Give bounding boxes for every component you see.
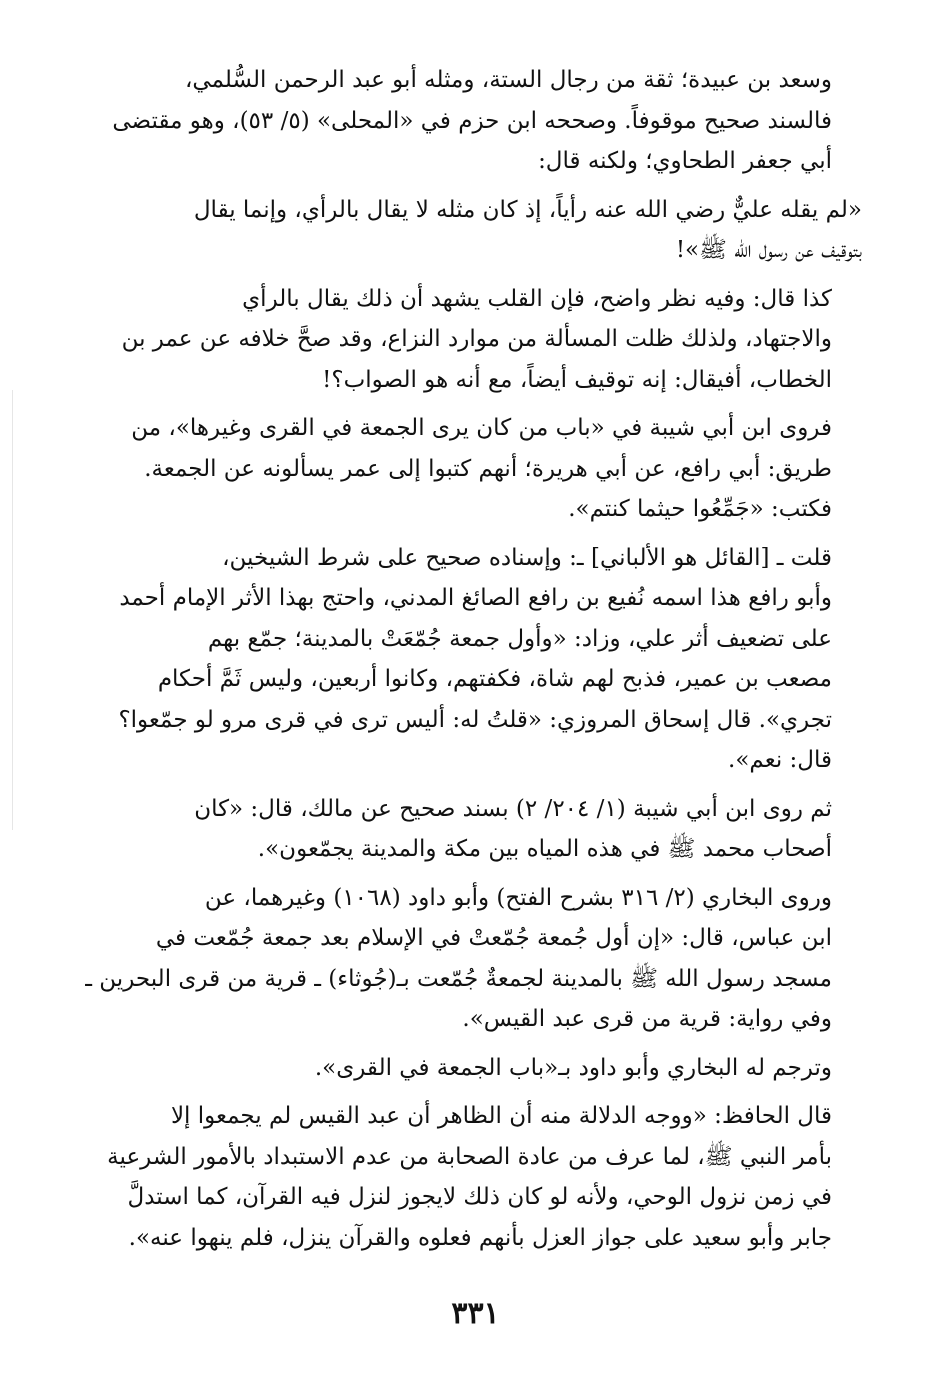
text-line: أصحاب محمد ﷺ في هذه المياه بين مكة والمدينة يجمّعون». [257,836,832,862]
text-line: مصعب بن عمير، فذبح لهم شاة، فكفتهم، وكانوا أربعين، وليس ثَمَّ أحكام [157,666,832,692]
text-line: الخطاب، أفيقال: إنه توقيف أيضاً، مع أنه هو الصواب؟! [322,366,832,393]
text-line: مسجد رسول الله ﷺ بالمدينة لجمعةٌ جُمّعت بـ(جُوثاء) ـ قرية من قرى البحرين ـ [85,965,832,992]
text-line: قال: نعم». [728,747,832,773]
paragraph [92,1096,862,1258]
page-number: ٣٣١ [451,1296,500,1331]
text-line: على تضعيف أثر علي، وزاد: «وأول جمعة جُمّعَتْ بالمدينة؛ جمّع بهم [207,625,832,652]
text-line: فروى ابن أبي شيبة في «باب من كان يرى الجمعة في القرى وغيرها»، من [131,415,832,441]
text-line: ابن عباس، قال: «إن أول جُمعة جُمّعتْ في الإسلام بعد جمعة جُمّعت في [155,925,832,951]
quote-paragraph [92,190,862,271]
text-line: كذا قال: وفيه نظر واضح، فإن القلب يشهد أن ذلك يقال بالرأي [242,285,832,312]
page-body [85,60,862,1266]
text-line: قال الحافظ: «ووجه الدلالة منه أن الظاهر أن عبد القيس لم يجمعوا إلا [170,1103,832,1129]
text-line: فالسند صحيح موقوفاً. وصححه ابن حزم في «المحلى» (٥/ ٥٣)، وهو مقتضى [112,107,832,134]
paragraph [92,538,862,781]
text-line: وروى البخاري (٢/ ٣١٦ بشرح الفتح) وأبو داود (١٠٦٨) وغيرهما، عن [204,884,832,911]
paragraph [92,60,862,182]
text-line: جابر وأبو سعيد على جواز العزل بأنهم فعلوه والقرآن ينزل، فلم ينهوا عنه». [128,1224,832,1251]
text-line: أبي جعفر الطحاوي؛ ولكنه قال: [538,148,832,174]
text-line: تجري». قال إسحاق المروزي: «قلتُ له: أليس ترى في قرى مرو لو جمّعوا؟ [118,706,832,733]
text-line: وترجم له البخاري وأبو داود بـ«باب الجمعة في القرى». [314,1054,832,1081]
text-line: وفي رواية: قرية من قرى عبد القيس». [462,1006,832,1032]
text-line: والاجتهاد، ولذلك ظلت المسألة من موارد النزاع، وقد صحَّ خلافه عن عمر بن [121,326,832,352]
text-line: وأبو رافع هذا اسمه نُفيع بن رافع الصائغ المدني، واحتج بهذا الأثر الإمام أحمد [119,585,832,611]
text-line: فكتب: «جَمِّعُوا حيثما كنتم». [568,496,832,522]
text-line: طريق: أبي رافع، عن أبي هريرة؛ أنهم كتبوا إلى عمر يسألونه عن الجمعة. [144,455,832,482]
text-line: «لم يقله عليٌّ رضي الله عنه رأياً، إذ كان مثله لا يقال بالرأي، وإنما يقال [193,196,862,223]
text-line: بتوقيف عن رسول الله ﷺ»! [675,237,862,263]
text-line: في زمن نزول الوحي، ولأنه لو كان ذلك لايجوز لنزل فيه القرآن، كما استدلَّ [127,1184,832,1210]
scan-edge-line [12,390,13,830]
text-line: قلت ـ [القائل هو الألباني] ـ: وإسناده صحيح على شرط الشيخين، [222,544,832,571]
paragraph [92,279,862,401]
text-line: ثم روى ابن أبي شيبة (١/ ٢٠٤/ ٢) بسند صحيح عن مالك، قال: «كان [194,795,832,822]
paragraph [92,1048,862,1089]
text-line: وسعد بن عبيدة؛ ثقة من رجال الستة، ومثله أبو عبد الرحمن السُّلمي، [184,67,832,93]
paragraph [92,408,862,530]
paragraph [85,878,862,1040]
text-line: بأمر النبي ﷺ، لما عرف من عادة الصحابة من عدم الاستبداد بالأمور الشرعية [107,1143,832,1170]
paragraph [92,789,862,870]
